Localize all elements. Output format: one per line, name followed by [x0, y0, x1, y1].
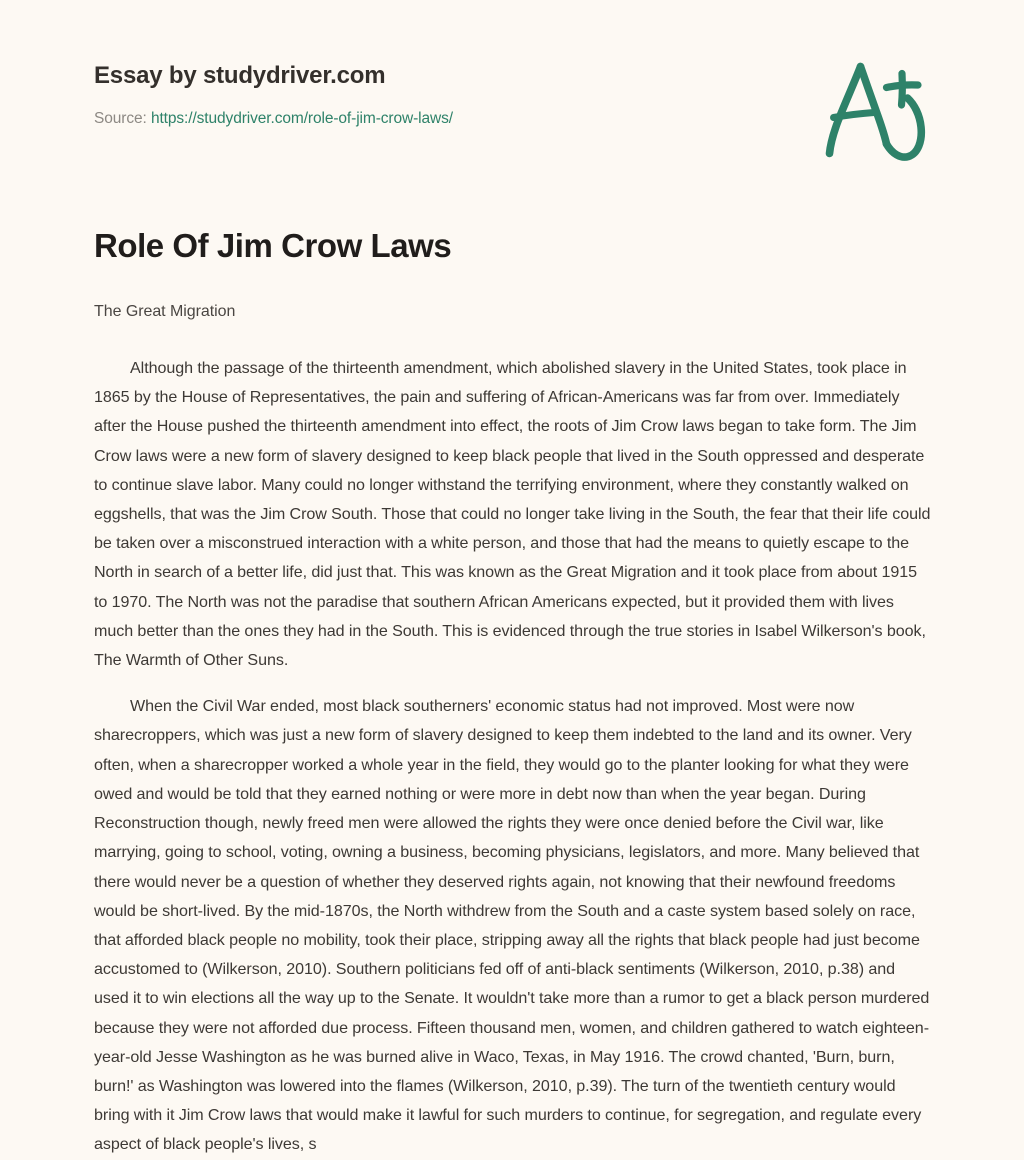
- essay-body: [94, 323, 932, 1159]
- essay-paragraph: Although the passage of the thirteenth amendment, which abolished slavery in the United States, took place in 1865 by the House of Representatives, the pain and suffering of African-Americans was far from over. Immediately after the House pushed the thirteenth amendment into effect, the roots of Jim Crow laws began to take form. The Jim Crow laws were a new form of slavery designed to keep black people that lived in the South oppressed and desperate to continue slave labor. Many could no longer withstand the terrifying environment, where they constantly walked on eggshells, that was the Jim Crow South. Those that could no longer take living in the South, the fear that their life could be taken over a misconstrued interaction with a white person, and those that had the means to quietly escape to the North in search of a better life, did just that. This was known as the Great Migration and it took place from about 1915 to 1970. The North was not the paradise that southern African Americans expected, but it provided them with lives much better than the ones they had in the South. This is evidenced through the true stories in Isabel Wilkerson's book, The Warmth of Other Suns.: [94, 359, 931, 670]
- source-url-link[interactable]: https://studydriver.com/role-of-jim-crow-laws/: [150, 109, 453, 127]
- page-subtitle: The Great Migration: [94, 302, 236, 320]
- page-header: [94, 0, 930, 130]
- essay-byline: Essay by studydriver.com: [94, 62, 386, 89]
- essay-paragraph: When the Civil War ended, most black southerners' economic status had not improved. Most were now sharecroppers, which was just a new form of slavery designed to keep them indebted to the land and its owner. Very often, when a sharecropper worked a whole year in the field, they would go to the planter looking for what they were owed and would be told that they earned nothing or were more in debt now than when the year began. During Reconstruction though, newly freed men were allowed the rights they were once denied before the Civil war, like marrying, going to school, voting, owning a business, becoming physicians, legislators, and more. Many believed that there would never be a question of whether they deserved rights again, not knowing that their newfound freedoms would be short-lived. By the mid-1870s, the North withdrew from the South and a caste system based solely on race, that afforded black people no mobility, took their place, stripping away all the rights that black people had just become accustomed to (Wilkerson, 2010). Southern politicians fed off of anti-black sentiments (Wilkerson, 2010, p.38) and used it to win elections all the way up to the Senate. It wouldn't take more than a rumor to get a black person murdered because they were not afforded due process. Fifteen thousand men, women, and children gathered to watch eighteen-year-old Jesse Washington as he was burned alive in Waco, Texas, in May 1916. The crowd chanted, 'Burn, burn, burn!' as Washington was lowered into the flames (Wilkerson, 2010, p.39). The turn of the twentieth century would bring with it Jim Crow laws that would make it lawful for such murders to continue, for segregation, and regulate every aspect of black people's lives, s: [94, 697, 930, 1154]
- page-title: Role Of Jim Crow Laws: [94, 226, 452, 264]
- source-line: [94, 109, 930, 130]
- source-label: Source:: [94, 109, 147, 127]
